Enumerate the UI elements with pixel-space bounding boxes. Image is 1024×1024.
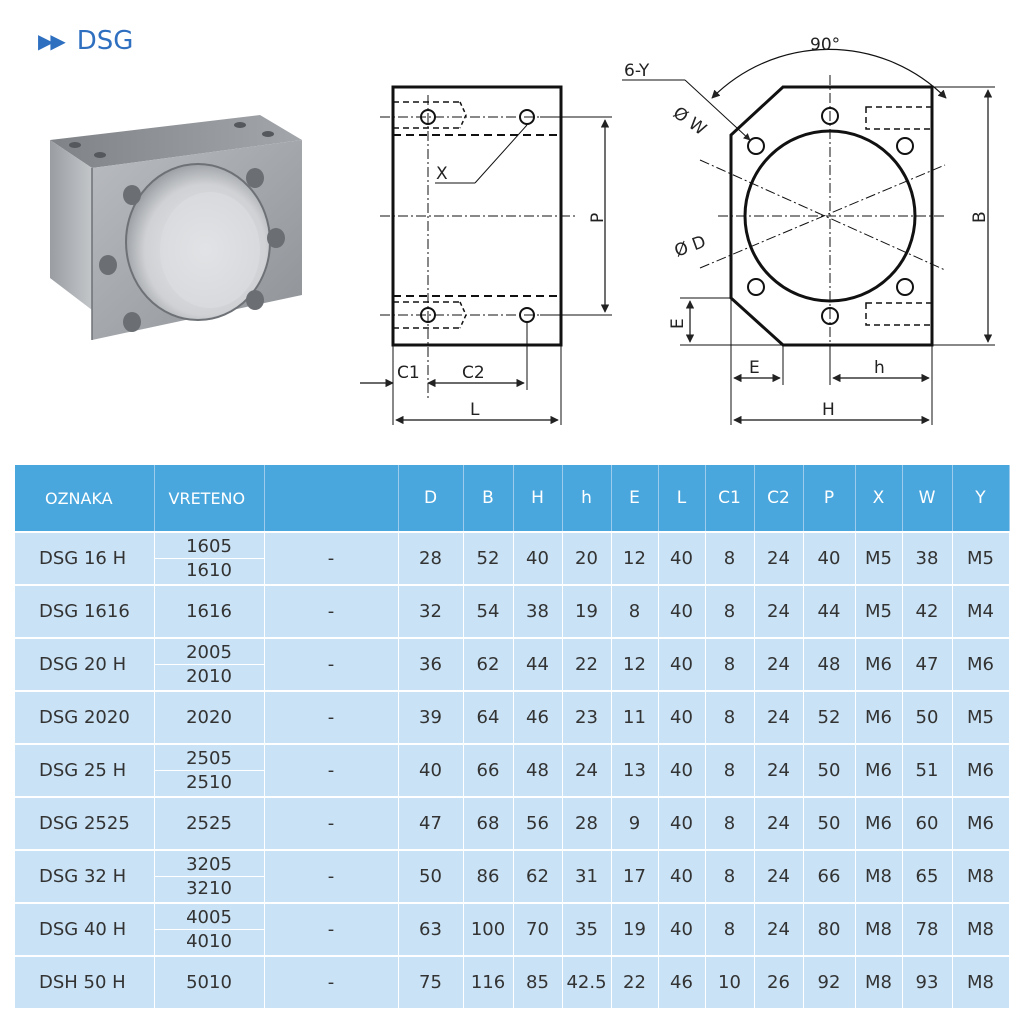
spindle-cell bbox=[154, 585, 264, 638]
dimension-cell: 75 bbox=[398, 956, 463, 1009]
dimension-cell: 60 bbox=[902, 797, 952, 850]
dimension-cell: M6 bbox=[952, 744, 1009, 797]
column-header: D bbox=[398, 465, 463, 532]
dimension-cell: 54 bbox=[463, 585, 513, 638]
dimension-cell: 8 bbox=[611, 585, 658, 638]
table-row bbox=[15, 744, 1009, 797]
spindle-value: 2020 bbox=[186, 707, 232, 728]
dimension-cell: 47 bbox=[398, 797, 463, 850]
table-header-row bbox=[15, 465, 1009, 532]
dimension-cell: 39 bbox=[398, 691, 463, 744]
spindle-value: 3205 bbox=[186, 854, 232, 875]
dimension-cell: 66 bbox=[803, 850, 855, 903]
product-image bbox=[40, 100, 310, 360]
dimension-cell: 86 bbox=[463, 850, 513, 903]
dimension-cell: 50 bbox=[803, 744, 855, 797]
label-p: P bbox=[588, 212, 608, 223]
column-header: E bbox=[611, 465, 658, 532]
page-title: DSG bbox=[76, 26, 134, 56]
dimension-cell: 40 bbox=[803, 532, 855, 585]
column-header bbox=[264, 465, 398, 532]
dimension-cell: 19 bbox=[611, 903, 658, 956]
dimension-cell: 38 bbox=[513, 585, 562, 638]
spindle-cell bbox=[154, 638, 264, 691]
dimension-cell: 12 bbox=[611, 532, 658, 585]
blank-cell: - bbox=[264, 532, 398, 585]
dimension-cell: 40 bbox=[658, 585, 705, 638]
label-e-side: E bbox=[668, 318, 688, 329]
dimension-cell: 36 bbox=[398, 638, 463, 691]
column-header: C2 bbox=[754, 465, 803, 532]
dimension-cell: 65 bbox=[902, 850, 952, 903]
spindle-value: 2505 bbox=[186, 748, 232, 769]
label-d: Ø D bbox=[671, 231, 709, 262]
blank-cell: - bbox=[264, 956, 398, 1009]
dimension-cell: M6 bbox=[952, 638, 1009, 691]
dimension-cell: M5 bbox=[855, 532, 902, 585]
dimension-cell: 62 bbox=[513, 850, 562, 903]
blank-cell: - bbox=[264, 903, 398, 956]
column-header: h bbox=[562, 465, 611, 532]
page-header bbox=[38, 24, 133, 58]
dimension-cell: 46 bbox=[658, 956, 705, 1009]
technical-drawing bbox=[340, 30, 1020, 440]
dimension-cell: 38 bbox=[902, 532, 952, 585]
spindle-value: 2010 bbox=[155, 664, 264, 688]
dimension-cell: 8 bbox=[705, 797, 754, 850]
table-row bbox=[15, 903, 1009, 956]
dimension-cell: 24 bbox=[754, 638, 803, 691]
dimension-cell: 51 bbox=[902, 744, 952, 797]
spindle-value: 2005 bbox=[186, 642, 232, 663]
dimension-cell: 8 bbox=[705, 585, 754, 638]
column-header: X bbox=[855, 465, 902, 532]
spindle-cell bbox=[154, 797, 264, 850]
dimension-cell: M5 bbox=[952, 532, 1009, 585]
dimension-cell: 28 bbox=[562, 797, 611, 850]
dimension-cell: M6 bbox=[855, 797, 902, 850]
dimension-cell: 40 bbox=[658, 744, 705, 797]
dimension-cell: 52 bbox=[803, 691, 855, 744]
label-b: B bbox=[970, 211, 990, 223]
spindle-value: 1605 bbox=[186, 536, 232, 557]
dimension-cell: 24 bbox=[754, 532, 803, 585]
column-header: L bbox=[658, 465, 705, 532]
dimension-cell: 32 bbox=[398, 585, 463, 638]
spec-table bbox=[15, 465, 1010, 1010]
column-header: B bbox=[463, 465, 513, 532]
dimension-cell: 50 bbox=[398, 850, 463, 903]
dimension-cell: M8 bbox=[855, 956, 902, 1009]
dimension-cell: 68 bbox=[463, 797, 513, 850]
dimension-cell: 26 bbox=[754, 956, 803, 1009]
dimension-cell: 66 bbox=[463, 744, 513, 797]
dimension-cell: 9 bbox=[611, 797, 658, 850]
dimension-cell: 50 bbox=[902, 691, 952, 744]
dimension-cell: 8 bbox=[705, 691, 754, 744]
dimension-cell: 44 bbox=[513, 638, 562, 691]
dimension-cell: 63 bbox=[398, 903, 463, 956]
dimension-cell: 40 bbox=[658, 850, 705, 903]
dimension-cell: M8 bbox=[855, 903, 902, 956]
dimension-cell: 40 bbox=[658, 797, 705, 850]
model-name: DSG 40 H bbox=[15, 903, 154, 956]
dimension-cell: 48 bbox=[803, 638, 855, 691]
label-w: Ø W bbox=[669, 103, 710, 140]
blank-cell: - bbox=[264, 585, 398, 638]
spindle-value: 2510 bbox=[155, 770, 264, 794]
dimension-cell: 116 bbox=[463, 956, 513, 1009]
dimension-cell: M5 bbox=[952, 691, 1009, 744]
model-name: DSG 1616 bbox=[15, 585, 154, 638]
dimension-cell: 40 bbox=[658, 903, 705, 956]
dimension-cell: 92 bbox=[803, 956, 855, 1009]
table-row bbox=[15, 797, 1009, 850]
table-row bbox=[15, 638, 1009, 691]
dimension-cell: M6 bbox=[952, 797, 1009, 850]
dimension-cell: 46 bbox=[513, 691, 562, 744]
dimension-cell: 8 bbox=[705, 744, 754, 797]
dimension-cell: 40 bbox=[398, 744, 463, 797]
double-arrow-icon: ▶▶ bbox=[38, 29, 63, 53]
dimension-cell: 31 bbox=[562, 850, 611, 903]
dimension-cell: 40 bbox=[658, 638, 705, 691]
dimension-cell: 13 bbox=[611, 744, 658, 797]
table-row bbox=[15, 532, 1009, 585]
model-name: DSH 50 H bbox=[15, 956, 154, 1009]
dimension-cell: 24 bbox=[754, 585, 803, 638]
spindle-cell bbox=[154, 956, 264, 1009]
dimension-cell: 8 bbox=[705, 638, 754, 691]
dimension-cell: 47 bbox=[902, 638, 952, 691]
spindle-cell bbox=[154, 903, 264, 956]
dimension-cell: 42 bbox=[902, 585, 952, 638]
label-h-big: H bbox=[822, 400, 835, 420]
dimension-cell: 8 bbox=[705, 903, 754, 956]
blank-cell: - bbox=[264, 797, 398, 850]
model-name: DSG 2525 bbox=[15, 797, 154, 850]
dimension-cell: 56 bbox=[513, 797, 562, 850]
dimension-cell: 80 bbox=[803, 903, 855, 956]
dimension-cell: 40 bbox=[513, 532, 562, 585]
dimension-cell: M8 bbox=[952, 903, 1009, 956]
blank-cell: - bbox=[264, 850, 398, 903]
dimension-cell: 24 bbox=[754, 691, 803, 744]
spindle-value: 5010 bbox=[186, 972, 232, 993]
model-name: DSG 20 H bbox=[15, 638, 154, 691]
dimension-cell: 100 bbox=[463, 903, 513, 956]
dimension-cell: M6 bbox=[855, 744, 902, 797]
dimension-cell: 40 bbox=[658, 691, 705, 744]
dimension-cell: 93 bbox=[902, 956, 952, 1009]
dimension-cell: 24 bbox=[754, 797, 803, 850]
column-header: OZNAKA bbox=[15, 465, 154, 532]
spindle-value: 4010 bbox=[155, 929, 264, 953]
dimension-cell: M5 bbox=[855, 585, 902, 638]
label-h-small: h bbox=[874, 358, 885, 378]
label-c1: C1 bbox=[397, 363, 420, 383]
blank-cell: - bbox=[264, 744, 398, 797]
dimension-cell: 50 bbox=[803, 797, 855, 850]
dimension-cell: 24 bbox=[754, 903, 803, 956]
spindle-value: 4005 bbox=[186, 907, 232, 928]
blank-cell: - bbox=[264, 691, 398, 744]
dimension-cell: 19 bbox=[562, 585, 611, 638]
spindle-cell bbox=[154, 850, 264, 903]
dimension-cell: 42.5 bbox=[562, 956, 611, 1009]
dimension-cell: M8 bbox=[855, 850, 902, 903]
dimension-cell: 35 bbox=[562, 903, 611, 956]
table-row bbox=[15, 585, 1009, 638]
dimension-cell: 12 bbox=[611, 638, 658, 691]
table-row bbox=[15, 956, 1009, 1009]
dimension-cell: 20 bbox=[562, 532, 611, 585]
spindle-value: 3210 bbox=[155, 876, 264, 900]
dimension-cell: 24 bbox=[754, 850, 803, 903]
column-header: W bbox=[902, 465, 952, 532]
column-header: P bbox=[803, 465, 855, 532]
dimension-cell: M6 bbox=[855, 691, 902, 744]
label-l: L bbox=[470, 400, 480, 420]
model-name: DSG 16 H bbox=[15, 532, 154, 585]
spindle-value: 2525 bbox=[186, 813, 232, 834]
label-x: X bbox=[436, 164, 448, 184]
column-header: Y bbox=[952, 465, 1009, 532]
dimension-cell: 85 bbox=[513, 956, 562, 1009]
spindle-cell bbox=[154, 532, 264, 585]
column-header: C1 bbox=[705, 465, 754, 532]
dimension-cell: M8 bbox=[952, 850, 1009, 903]
dimension-cell: M4 bbox=[952, 585, 1009, 638]
dimension-cell: 22 bbox=[611, 956, 658, 1009]
dimension-cell: 78 bbox=[902, 903, 952, 956]
label-e-bottom: E bbox=[749, 358, 760, 378]
dimension-cell: 28 bbox=[398, 532, 463, 585]
dimension-cell: 24 bbox=[754, 744, 803, 797]
dimension-cell: 22 bbox=[562, 638, 611, 691]
model-name: DSG 2020 bbox=[15, 691, 154, 744]
dimension-cell: 64 bbox=[463, 691, 513, 744]
spindle-value: 1610 bbox=[155, 558, 264, 582]
dimension-cell: M6 bbox=[855, 638, 902, 691]
dimension-cell: 8 bbox=[705, 850, 754, 903]
dimension-cell: 10 bbox=[705, 956, 754, 1009]
dimension-cell: 62 bbox=[463, 638, 513, 691]
dimension-cell: 17 bbox=[611, 850, 658, 903]
table-row bbox=[15, 691, 1009, 744]
blank-cell: - bbox=[264, 638, 398, 691]
spindle-cell bbox=[154, 744, 264, 797]
spindle-value: 1616 bbox=[186, 601, 232, 622]
dimension-cell: 23 bbox=[562, 691, 611, 744]
dimension-cell: 11 bbox=[611, 691, 658, 744]
column-header: VRETENO bbox=[154, 465, 264, 532]
label-c2: C2 bbox=[462, 363, 485, 383]
table-row bbox=[15, 850, 1009, 903]
dimension-cell: 24 bbox=[562, 744, 611, 797]
column-header: H bbox=[513, 465, 562, 532]
dimension-cell: M8 bbox=[952, 956, 1009, 1009]
label-angle: 90° bbox=[810, 35, 841, 55]
model-name: DSG 25 H bbox=[15, 744, 154, 797]
spindle-cell bbox=[154, 691, 264, 744]
dimension-cell: 52 bbox=[463, 532, 513, 585]
model-name: DSG 32 H bbox=[15, 850, 154, 903]
dimension-cell: 44 bbox=[803, 585, 855, 638]
dimension-cell: 48 bbox=[513, 744, 562, 797]
dimension-cell: 70 bbox=[513, 903, 562, 956]
dimension-cell: 8 bbox=[705, 532, 754, 585]
dimension-cell: 40 bbox=[658, 532, 705, 585]
label-6y: 6-Y bbox=[624, 61, 650, 81]
